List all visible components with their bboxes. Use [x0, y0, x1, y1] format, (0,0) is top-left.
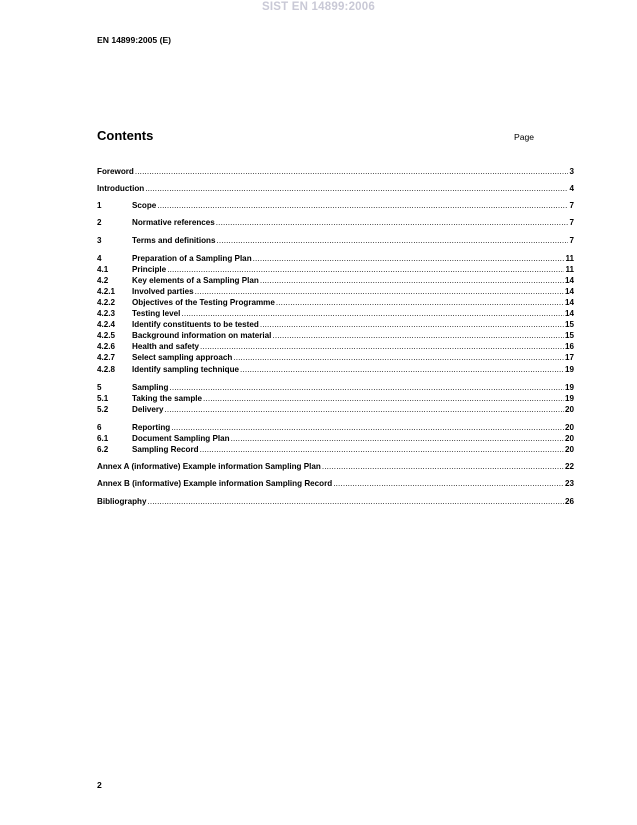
toc-entry-page: 4	[569, 184, 574, 193]
toc-entry[interactable]	[97, 166, 574, 177]
toc-entry-number: 4.2.3	[97, 309, 116, 318]
toc-entry[interactable]	[97, 235, 574, 246]
toc-entry-page: 19	[564, 383, 574, 392]
toc-dot-leader	[200, 341, 564, 352]
toc-entry-page: 26	[564, 497, 574, 506]
toc-entry-title: Document Sampling Plan	[132, 434, 230, 443]
toc-entry-number: 1	[97, 201, 102, 210]
toc-entry-page: 14	[564, 287, 574, 296]
toc-entry-page: 19	[564, 365, 574, 374]
toc-dot-leader	[272, 330, 564, 341]
toc-entry-title: Delivery	[132, 405, 164, 414]
toc-entry[interactable]	[97, 253, 574, 264]
toc-entry[interactable]	[97, 496, 574, 507]
toc-entry-title: Involved parties	[132, 287, 194, 296]
toc-entry-number: 4.2.2	[97, 298, 116, 307]
toc-entry-number: 4.2.7	[97, 353, 116, 362]
toc-entry-page: 19	[564, 394, 574, 403]
toc-entry-number: 6.1	[97, 434, 109, 443]
toc-dot-leader	[253, 253, 565, 264]
toc-entry-number: 4.2.6	[97, 342, 116, 351]
toc-entry-title: Health and safety	[132, 342, 200, 351]
toc-entry[interactable]	[97, 478, 574, 489]
toc-entry-number: 5	[97, 383, 102, 392]
page-number: 2	[97, 780, 102, 790]
toc-entry-title: Terms and definitions	[132, 236, 216, 245]
toc-entry[interactable]	[97, 264, 574, 275]
toc-entry[interactable]	[97, 308, 574, 319]
toc-entry[interactable]	[97, 341, 574, 352]
toc-entry-page: 23	[564, 479, 574, 488]
toc-entry-number: 4.2.4	[97, 320, 116, 329]
toc-entry-title: Principle	[132, 265, 167, 274]
toc-entry-page: 14	[564, 276, 574, 285]
page-title: Contents	[97, 128, 154, 143]
toc-entry-page: 20	[564, 434, 574, 443]
toc-dot-leader	[135, 166, 569, 177]
toc-entry[interactable]	[97, 352, 574, 363]
toc-entry[interactable]	[97, 382, 574, 393]
toc-entry-title: Introduction	[97, 184, 145, 193]
toc-entry-number: 4.2.5	[97, 331, 116, 340]
toc-entry-title: Key elements of a Sampling Plan	[132, 276, 259, 285]
toc-entry-page: 16	[564, 342, 574, 351]
toc-entry-title: Reporting	[132, 423, 171, 432]
toc-entry-page: 15	[564, 331, 574, 340]
toc-entry-number: 4.2.1	[97, 287, 116, 296]
toc-entry-title: Sampling Record	[132, 445, 199, 454]
toc-dot-leader	[203, 393, 564, 404]
toc-entry-title: Sampling	[132, 383, 169, 392]
toc-dot-leader	[157, 200, 568, 211]
toc-dot-leader	[333, 478, 564, 489]
toc-entry[interactable]	[97, 200, 574, 211]
toc-entry-number: 4.2	[97, 276, 109, 285]
toc-entry-page: 22	[564, 462, 574, 471]
toc-dot-leader	[145, 183, 568, 194]
toc-entry[interactable]	[97, 444, 574, 455]
toc-dot-leader	[233, 352, 564, 363]
toc-dot-leader	[322, 461, 564, 472]
toc-dot-leader	[195, 286, 564, 297]
toc-entry[interactable]	[97, 319, 574, 330]
toc-dot-leader	[260, 319, 564, 330]
toc-entry[interactable]	[97, 275, 574, 286]
toc-entry-number: 6.2	[97, 445, 109, 454]
toc-entry-number: 4.2.8	[97, 365, 116, 374]
toc-dot-leader	[171, 422, 564, 433]
toc-dot-leader	[231, 433, 564, 444]
toc-entry-title: Background information on material	[132, 331, 272, 340]
toc-entry-title: Preparation of a Sampling Plan	[132, 254, 252, 263]
toc-dot-leader	[217, 235, 569, 246]
toc-entry-number: 5.1	[97, 394, 109, 403]
toc-entry-title: Identify constituents to be tested	[132, 320, 259, 329]
toc-entry-page: 7	[569, 201, 574, 210]
toc-entry[interactable]	[97, 422, 574, 433]
toc-entry-page: 11	[565, 265, 574, 274]
watermark-text: SIST EN 14899:2006	[262, 1, 375, 13]
toc-entry-title: Annex A (informative) Example information Sampling Plan	[97, 462, 321, 471]
toc-entry-page: 14	[564, 309, 574, 318]
toc-entry-page: 11	[565, 254, 574, 263]
toc-entry-page: 7	[569, 218, 574, 227]
toc-entry[interactable]	[97, 393, 574, 404]
toc-entry[interactable]	[97, 433, 574, 444]
toc-entry-page: 14	[564, 298, 574, 307]
toc-entry-title: Testing level	[132, 309, 181, 318]
toc-dot-leader	[200, 444, 564, 455]
toc-entry-page: 20	[564, 445, 574, 454]
toc-entry[interactable]	[97, 183, 574, 194]
toc-entry-number: 3	[97, 236, 102, 245]
toc-entry-title: Normative references	[132, 218, 215, 227]
toc-dot-leader	[167, 264, 564, 275]
toc-entry[interactable]	[97, 217, 574, 228]
toc-entry-title: Select sampling approach	[132, 353, 233, 362]
toc-entry-page: 3	[569, 167, 574, 176]
toc-entry[interactable]	[97, 297, 574, 308]
toc-entry-number: 6	[97, 423, 102, 432]
toc-dot-leader	[240, 364, 564, 375]
toc-dot-leader	[276, 297, 564, 308]
toc-entry-page: 17	[564, 353, 574, 362]
toc-entry[interactable]	[97, 286, 574, 297]
toc-entry-title: Foreword	[97, 167, 134, 176]
toc-dot-leader	[181, 308, 564, 319]
toc-entry-title: Objectives of the Testing Programme	[132, 298, 275, 307]
toc-entry[interactable]	[97, 461, 574, 472]
toc-dot-leader	[216, 217, 569, 228]
toc-entry-page: 15	[564, 320, 574, 329]
toc-entry-title: Annex B (informative) Example information Sampling Record	[97, 479, 333, 488]
toc-dot-leader	[165, 404, 564, 415]
toc-entry-page: 20	[564, 405, 574, 414]
page-column-label: Page	[514, 132, 535, 142]
toc-entry[interactable]	[97, 364, 574, 375]
toc-entry-number: 2	[97, 218, 102, 227]
toc-entry-number: 4	[97, 254, 102, 263]
toc-entry-page: 7	[569, 236, 574, 245]
document-id: EN 14899:2005 (E)	[97, 35, 172, 45]
toc-entry-title: Scope	[132, 201, 157, 210]
toc-entry-title: Bibliography	[97, 497, 147, 506]
toc-dot-leader	[147, 496, 564, 507]
toc-entry[interactable]	[97, 404, 574, 415]
toc-entry-title: Taking the sample	[132, 394, 203, 403]
toc-entry-page: 20	[564, 423, 574, 432]
toc-dot-leader	[169, 382, 564, 393]
toc-entry-number: 4.1	[97, 265, 109, 274]
toc-entry-title: Identify sampling technique	[132, 365, 240, 374]
toc-entry[interactable]	[97, 330, 574, 341]
toc-entry-number: 5.2	[97, 405, 109, 414]
toc-dot-leader	[260, 275, 564, 286]
